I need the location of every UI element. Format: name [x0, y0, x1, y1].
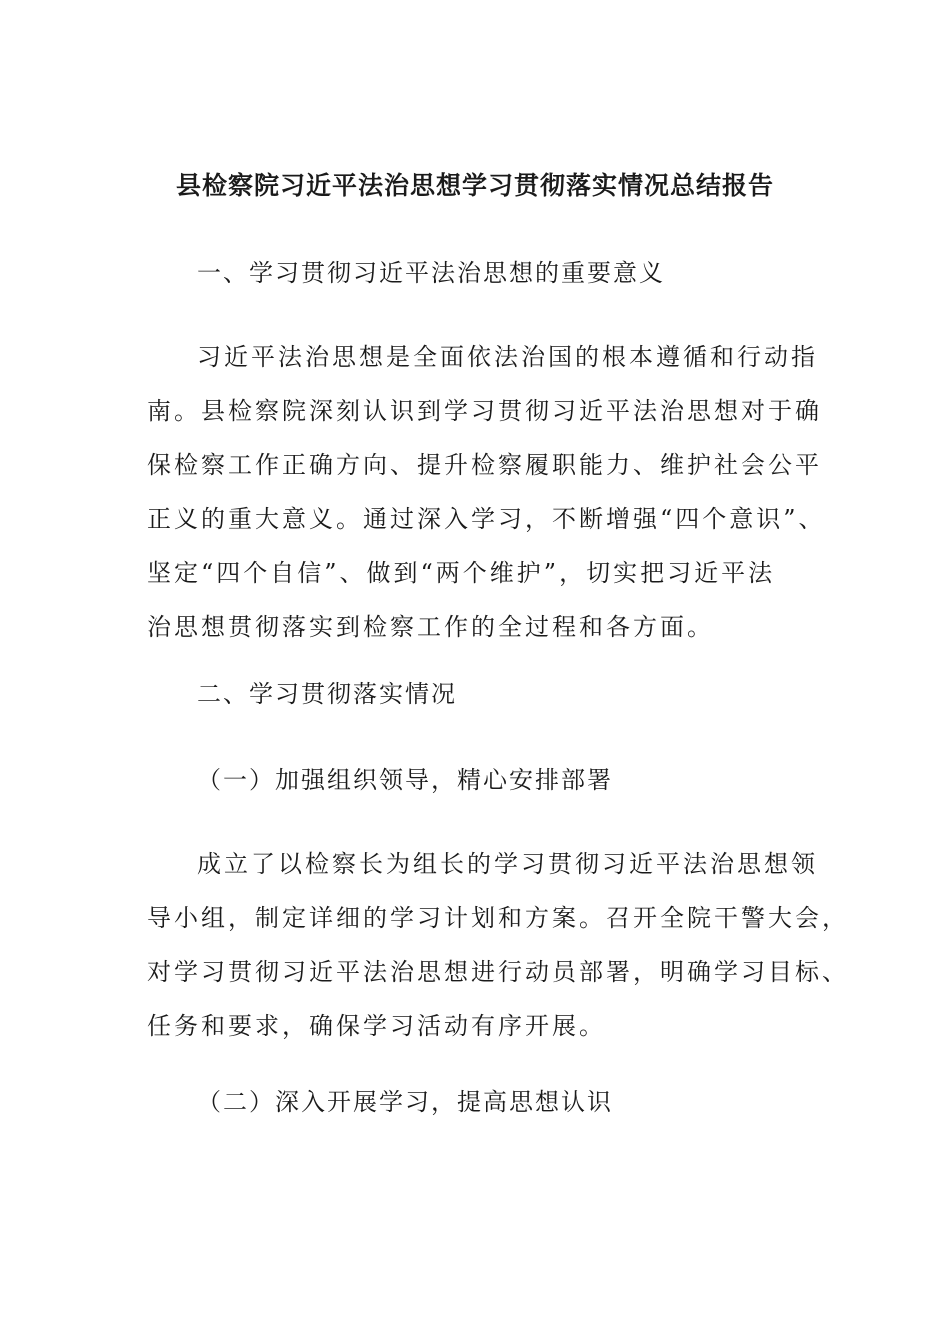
paragraph-line: 成立了以检察长为组长的学习贯彻习近平法治思想领: [197, 850, 818, 878]
subsection-1-paragraph: [147, 837, 849, 1053]
section-1-paragraph: [147, 330, 826, 654]
paragraph-line: 保检察工作正确方向、提升检察履职能力、维护社会公平: [147, 451, 822, 479]
paragraph-line: 正义的重大意义。通过深入学习，不断增强“四个意识”、: [147, 505, 826, 533]
section-2-heading: 二、学习贯彻落实情况: [197, 680, 457, 708]
paragraph-line: 导小组，制定详细的学习计划和方案。召开全院干警大会，: [147, 904, 849, 932]
section-1-heading: 一、学习贯彻习近平法治思想的重要意义: [197, 259, 665, 287]
subsection-2-heading: （二）深入开展学习，提高思想认识: [197, 1088, 613, 1116]
paragraph-line: 对学习贯彻习近平法治思想进行动员部署，明确学习目标、: [147, 958, 849, 986]
paragraph-line: 治思想贯彻落实到检察工作的全过程和各方面。: [147, 613, 714, 641]
paragraph-line: 习近平法治思想是全面依法治国的根本遵循和行动指: [197, 343, 818, 371]
paragraph-line: 任务和要求，确保学习活动有序开展。: [147, 1012, 606, 1040]
document-title: 县检察院习近平法治思想学习贯彻落实情况总结报告: [175, 171, 774, 200]
paragraph-line: 坚定“四个自信”、做到“两个维护”，切实把习近平法: [147, 559, 776, 587]
paragraph-line: 南。县检察院深刻认识到学习贯彻习近平法治思想对于确: [147, 397, 822, 425]
subsection-1-heading: （一）加强组织领导，精心安排部署: [197, 766, 613, 794]
